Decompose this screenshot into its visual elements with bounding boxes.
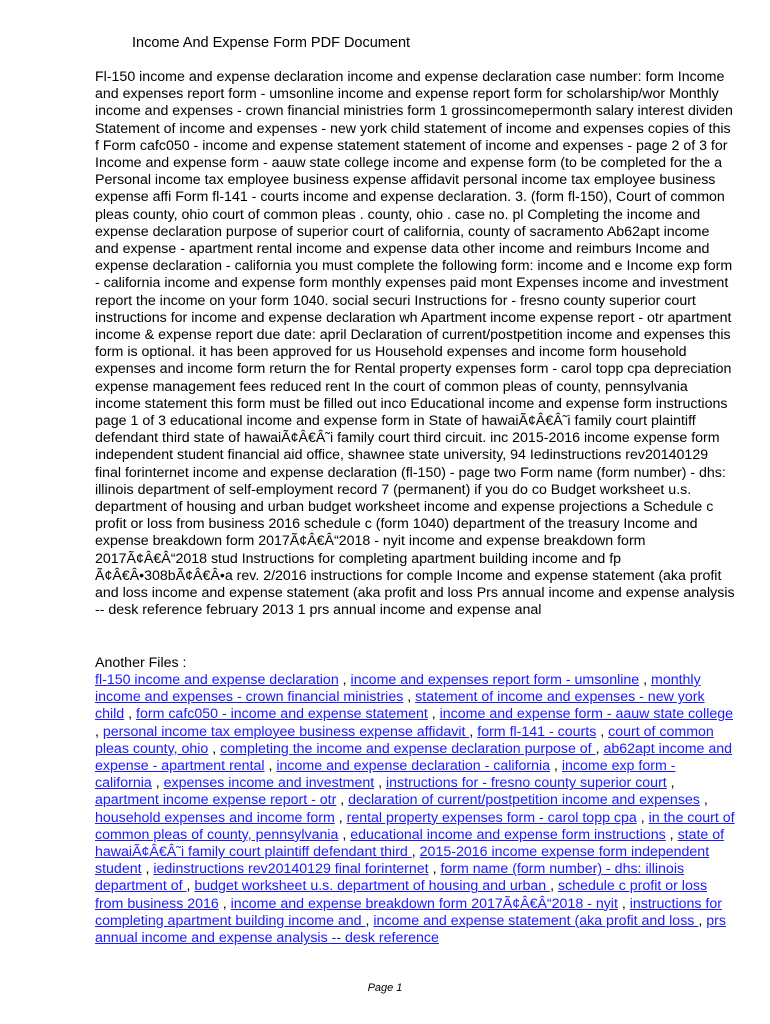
related-file-link[interactable]: court of common pleas county, ohio <box>95 723 714 757</box>
another-files-link-list: fl-150 income and expense declaration , income and expenses report form - umsonline , monthly income and expenses - crown financial ministries , statement of income and expenses - new york child , form cafc050 - income and expense statement , income and expense form - aauw state college , personal income tax employee business expense affidavit , form fl-141 - courts , court of common pleas county, ohio , completing the income and expense declaration purpose of , ab62apt income and expense - apartment rental , income and expense declaration - california , income exp form - california , expenses income and investment , instructions for - fresno county superior court , apartment income expense report - otr , declaration of current/postpetition income and expenses , household expenses and income form , rental property expenses form - carol topp cpa , in the court of common pleas of county, pennsylvania , educational income and expense form instructions , state of hawaiÃ¢Â€Â˜i family court plaintiff defendant third , 2015-2016 income expense form independent student , iedinstructions rev20140129 final forinternet , form name (form number) - dhs: illinois department of , budget worksheet u.s. department of housing and urban , schedule c profit or loss from business 2016 , income and expense breakdown form 2017Ã¢Â€Â“2018 - nyit , instructions for completing apartment building income and , income and expense statement (aka profit and loss , prs annual income and expense analysis -- desk reference <box>95 672 735 947</box>
related-file-link[interactable]: apartment income expense report - otr <box>95 792 337 809</box>
related-file-link[interactable]: declaration of current/postpetition income and expenses <box>348 792 700 809</box>
related-file-link[interactable]: household expenses and income form <box>95 809 335 826</box>
related-file-link[interactable]: form name (form number) - dhs: illinois department of <box>95 861 685 895</box>
related-file-link[interactable]: prs annual income and expense analysis -- desk reference <box>95 912 726 947</box>
related-file-link[interactable]: instructions for completing apartment building income and <box>95 895 722 929</box>
related-file-link[interactable]: form cafc050 - income and expense statement <box>136 706 428 723</box>
another-files-label: Another Files : <box>95 655 187 671</box>
related-file-link[interactable]: 2015-2016 income expense form independent student <box>95 844 710 878</box>
document-title: Income And Expense Form PDF Document <box>132 35 411 51</box>
related-file-link[interactable]: instructions for - fresno county superior court <box>386 775 667 792</box>
related-file-link[interactable]: form fl-141 - courts <box>477 723 597 740</box>
related-file-link[interactable]: income and expense declaration - california <box>276 758 551 775</box>
related-file-link[interactable]: income and expense statement (aka profit and loss <box>373 912 699 929</box>
related-file-link[interactable]: state of hawaiÃ¢Â€Â˜i family court plaintiff defendant third <box>95 826 725 861</box>
related-file-link[interactable]: completing the income and expense declaration purpose of <box>220 740 596 757</box>
related-file-link[interactable]: personal income tax employee business expense affidavit <box>102 723 470 740</box>
related-file-link[interactable]: iedinstructions rev20140129 final forinternet <box>153 861 429 878</box>
related-file-link[interactable]: educational income and expense form instructions <box>350 826 666 843</box>
related-file-link[interactable]: income exp form - california <box>95 758 676 792</box>
document-body-text: Fl-150 income and expense declaration income and expense declaration case number: form Income and expenses report form - umsonline income and expense report form for scholarship/wor Monthly income and expenses - crown financial ministries form 1 grossincomepermonth salary interest dividen Statement of income and expenses - new york child statement of income and expenses copies of this f Form cafc050 - income and expense statement statement of income and expenses - page 2 of 3 for Income and expense form - aauw state college income and expense form (to be completed for the a Personal income tax employee business expense affidavit personal income tax employee business expense affi Form fl-141 - courts income and expense declaration. 3. (form fl-150), Court of common pleas county, ohio court of common pleas . county, ohio . case no. pl Completing the income and expense declaration purpose of superior court of california, county of sacramento Ab62apt income and expense - apartment rental income and expense data other income and reimburs Income and expense declaration - california you must complete the following form: income and e Income exp form - california income and expense form monthly expenses paid mont Expenses income and investment report the income on your form 1040. social securi Instructions for - fresno county superior court instructions for income and expense declaration wh Apartment income expense report - otr apartment income & expense report due date: april Declaration of current/postpetition income and expenses this form is optional. it has been approved for us Household expenses and income form household expenses and income form return the for Rental property expenses form - carol topp cpa depreciation expense management fees reduced rent In the court of common pleas of county, pennsylvania income statement this form must be filled out inco Educational income and expense form instructions page 1 of 3 educational income and expense form in State of hawaiÃ¢Â€Â˜i family court plaintiff defendant third state of hawaiÃ¢Â€Â˜i family court third circuit. inc 2015-2016 income expense form independent student financial aid office, shawnee state university, 94 Iedinstructions rev20140129 final forinternet income and expense declaration (fl-150) - page two Form name (form number) - dhs: illinois department of self-employment record 7 (permanent) if you do co Budget worksheet u.s. department of housing and urban budget worksheet income and expense projections a Schedule c profit or loss from business 2016 schedule c (form 1040) department of the treasury Income and expense breakdown form 2017Ã¢Â€Â“2018 - nyit income and expense breakdown form 2017Ã¢Â€Â“2018 stud Instructions for completing apartment building income and fp Ã¢Â€Â•308bÃ¢Â€Â•a rev. 2/2016 instructions for comple Income and expense statement (aka profit and loss income and expense statement (aka profit and loss Prs annual income and expense analysis -- desk reference february 2013 1 prs annual income and expense anal <box>95 69 735 619</box>
related-file-link[interactable]: fl-150 income and expense declaration <box>95 672 339 688</box>
related-file-link[interactable]: rental property expenses form - carol topp cpa <box>346 809 637 826</box>
related-file-link[interactable]: statement of income and expenses - new york child <box>95 689 705 723</box>
related-file-link[interactable]: income and expenses report form - umsonline <box>350 672 640 688</box>
related-file-link[interactable]: income and expense breakdown form 2017Ã¢Â€Â“2018 - nyit <box>230 895 618 912</box>
related-file-link[interactable]: ab62apt income and expense - apartment rental <box>95 740 733 775</box>
related-file-link[interactable]: in the court of common pleas of county, pennsylvania <box>95 809 735 843</box>
related-file-link[interactable]: schedule c profit or loss from business 2016 <box>95 878 708 912</box>
related-file-link[interactable]: monthly income and expenses - crown financial ministries <box>95 672 701 706</box>
related-file-link[interactable]: expenses income and investment <box>163 775 375 792</box>
related-file-link[interactable]: budget worksheet u.s. department of housing and urban <box>194 878 551 895</box>
page-number-footer: Page 1 <box>367 982 403 994</box>
related-file-link[interactable]: income and expense form - aauw state college <box>439 706 734 723</box>
